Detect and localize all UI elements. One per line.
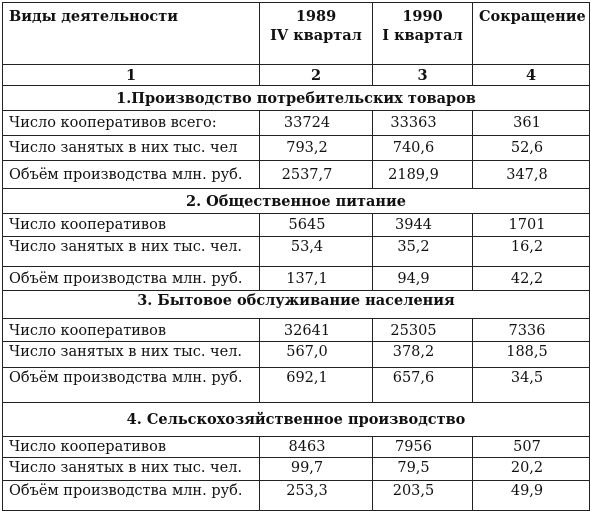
- table-row: [3, 481, 590, 511]
- column-number-row: [3, 65, 590, 86]
- value-reduction: 347,8: [473, 161, 590, 189]
- value-reduction: 361: [473, 111, 590, 136]
- value-reduction: 42,2: [473, 267, 590, 291]
- section-header-row: [3, 189, 590, 214]
- table-row: [3, 214, 590, 237]
- header-1990-year: 1990: [402, 8, 443, 25]
- table-row: [3, 368, 590, 403]
- value-1989: 137,1: [260, 267, 373, 291]
- row-label: Число занятых в них тыс. чел.: [3, 342, 260, 368]
- column-number: 2: [260, 65, 373, 86]
- column-number: 4: [473, 65, 590, 86]
- value-1989: 5645: [260, 214, 373, 237]
- header-1989-quarter: IV квартал: [270, 27, 362, 44]
- section-title: 1.Производство потребительских товаров: [3, 86, 590, 111]
- column-number: 3: [373, 65, 473, 86]
- value-1989: 793,2: [260, 136, 373, 161]
- value-1990: 3944: [373, 214, 473, 237]
- value-1990: 33363: [373, 111, 473, 136]
- value-1989: 567,0: [260, 342, 373, 368]
- row-label: Объём производства млн. руб.: [3, 267, 260, 291]
- section-header-row: [3, 86, 590, 111]
- section-header-row: [3, 403, 590, 437]
- value-1990: 7956: [373, 437, 473, 458]
- table-row: [3, 111, 590, 136]
- table-row: [3, 319, 590, 342]
- value-1990: 657,6: [373, 368, 473, 403]
- header-row: [3, 3, 590, 65]
- header-activity: Виды деятельности: [3, 3, 260, 65]
- table-row: [3, 267, 590, 291]
- value-reduction: 1701: [473, 214, 590, 237]
- value-1990: 25305: [373, 319, 473, 342]
- value-reduction: 49,9: [473, 481, 590, 511]
- value-1989: 692,1: [260, 368, 373, 403]
- header-1989-year: 1989: [295, 8, 337, 25]
- value-reduction: 34,5: [473, 368, 590, 403]
- header-reduction: Сокращение: [473, 3, 590, 65]
- table-row: [3, 237, 590, 267]
- row-label: Объём производства млн. руб.: [3, 481, 260, 511]
- header-1990: [373, 3, 473, 65]
- value-reduction: 16,2: [473, 237, 590, 267]
- table-row: [3, 458, 590, 481]
- value-1990: 35,2: [373, 237, 473, 267]
- row-label: Число кооперативов: [3, 214, 260, 237]
- value-1990: 94,9: [373, 267, 473, 291]
- row-label: Число кооперативов всего:: [3, 111, 260, 136]
- value-1990: 740,6: [373, 136, 473, 161]
- table-row: [3, 437, 590, 458]
- row-label: Число занятых в них тыс. чел.: [3, 237, 260, 267]
- value-1990: 2189,9: [373, 161, 473, 189]
- section-header-row: [3, 291, 590, 319]
- value-reduction: 20,2: [473, 458, 590, 481]
- section-title: 3. Бытовое обслуживание населения: [3, 291, 590, 319]
- row-label: Число кооперативов: [3, 437, 260, 458]
- row-label: Число занятых в них тыс. чел.: [3, 458, 260, 481]
- header-1990-quarter: I квартал: [382, 27, 463, 44]
- value-1989: 32641: [260, 319, 373, 342]
- value-reduction: 52,6: [473, 136, 590, 161]
- row-label: Число кооперативов: [3, 319, 260, 342]
- value-1989: 53,4: [260, 237, 373, 267]
- value-reduction: 7336: [473, 319, 590, 342]
- header-1989: [260, 3, 373, 65]
- section-title: 2. Общественное питание: [3, 189, 590, 214]
- table-row: [3, 136, 590, 161]
- row-label: Объём производства млн. руб.: [3, 368, 260, 403]
- section-title: 4. Сельскохозяйственное производство: [3, 403, 590, 437]
- value-1989: 253,3: [260, 481, 373, 511]
- row-label: Число занятых в них тыс. чел: [3, 136, 260, 161]
- value-1990: 378,2: [373, 342, 473, 368]
- value-1989: 33724: [260, 111, 373, 136]
- value-1989: 8463: [260, 437, 373, 458]
- value-1990: 203,5: [373, 481, 473, 511]
- table-row: [3, 342, 590, 368]
- value-reduction: 188,5: [473, 342, 590, 368]
- table-row: [3, 161, 590, 189]
- value-1989: 2537,7: [260, 161, 373, 189]
- column-number: 1: [3, 65, 260, 86]
- value-1989: 99,7: [260, 458, 373, 481]
- value-reduction: 507: [473, 437, 590, 458]
- row-label: Объём производства млн. руб.: [3, 161, 260, 189]
- value-1990: 79,5: [373, 458, 473, 481]
- cooperatives-table: [2, 2, 590, 511]
